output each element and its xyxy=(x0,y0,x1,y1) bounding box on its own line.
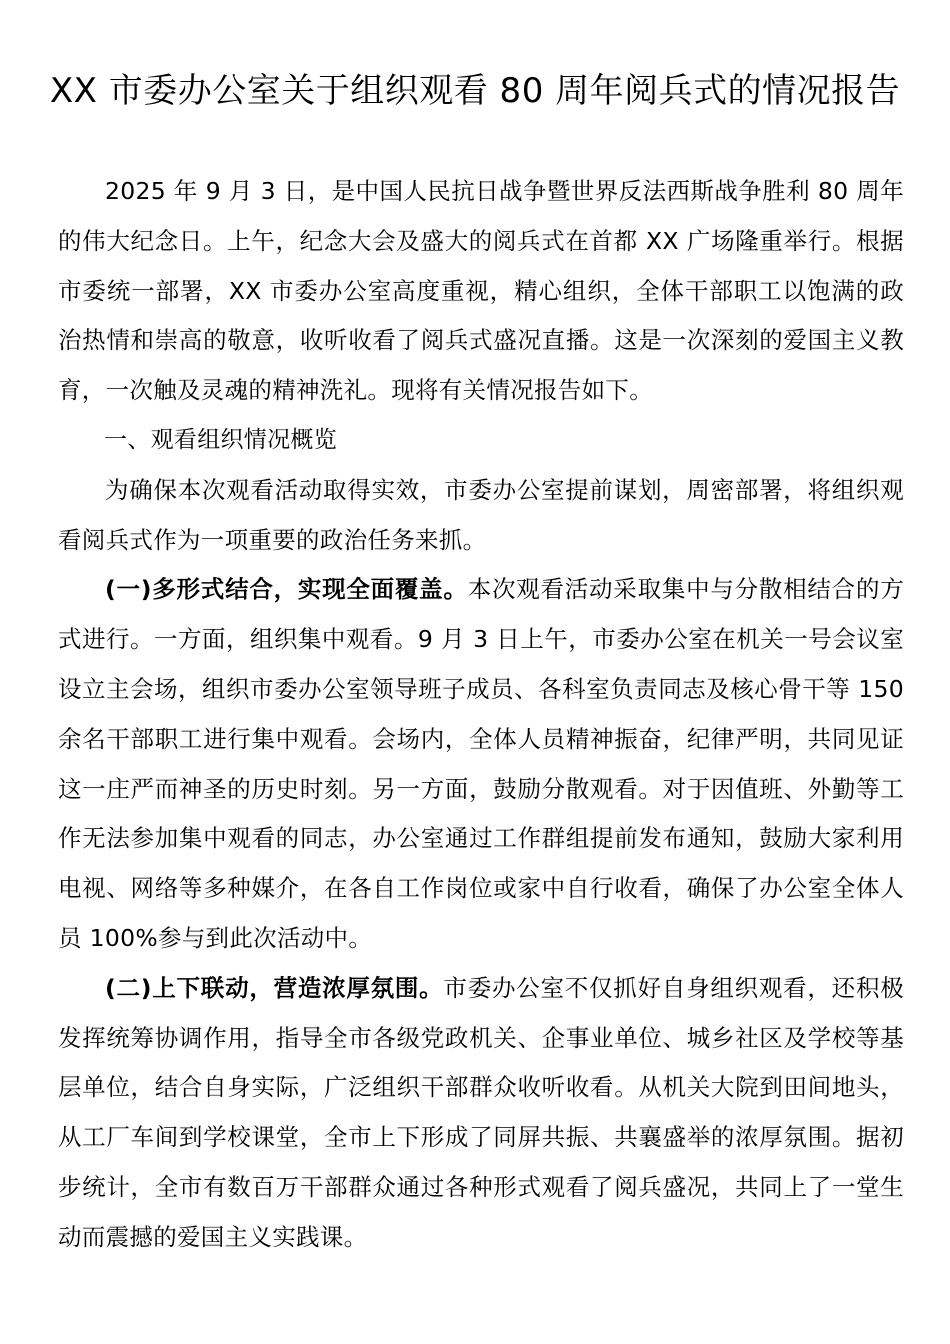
point-one-lead: (一)多形式结合，实现全面覆盖。 xyxy=(105,575,468,604)
intro-paragraph: 2025 年 9 月 3 日，是中国人民抗日战争暨世界反法西斯战争胜利 80 周年的伟大纪念日。上午，纪念大会及盛大的阅兵式在首都 XX 广场隆重举行。根据市委统一部署，XX 市委办公室高度重视，精心组织，全体干部职工以饱满的政治热情和崇高的敬意，收听收看了阅兵式盛况直播。这是一次深刻的爱国主义教育，一次触及灵魂的精神洗礼。现将有关情况报告如下。 xyxy=(58,177,904,405)
document-body xyxy=(58,167,904,1263)
section-heading: 一、观看组织情况概览 xyxy=(104,426,337,453)
document-title: XX 市委办公室关于组织观看 80 周年阅兵式的情况报告 xyxy=(49,71,901,111)
point-two-paragraph xyxy=(58,964,904,1263)
point-two-text: 市委办公室不仅抓好自身组织观看，还积极发挥统筹协调作用，指导全市各级党政机关、企事业单位、城乡社区及学校等基层单位，结合自身实际，广泛组织干部群众收听收看。从机关大院到田间地头，从工厂车间到学校课堂，全市上下形成了同屏共振、共襄盛举的浓厚氛围。据初步统计，全市有数百万干部群众通过各种形式观看了阅兵盛况，共同上了一堂生动而震撼的爱国主义实践课。 xyxy=(58,973,905,1251)
point-one-text: 本次观看活动采取集中与分散相结合的方式进行。一方面，组织集中观看。9 月 3 日上午，市委办公室在机关一号会议室设立主会场，组织市委办公室领导班子成员、各科室负责同志及核心骨干等 150 余名干部职工进行集中观看。会场内，全体人员精神振奋，纪律严明，共同见证这一庄严而神圣的历史时刻。另一方面，鼓励分散观看。对于因值班、外勤等工作无法参加集中观看的同志，办公室通过工作群组提前发布通知，鼓励大家利用电视、网络等多种媒介，在各自工作岗位或家中自行收看，确保了办公室全体人员 100%参与到此次活动中。 xyxy=(58,575,905,952)
point-two-lead: (二)上下联动，营造浓厚氛围。 xyxy=(105,973,444,1002)
point-one-paragraph xyxy=(58,565,904,963)
section-intro-paragraph: 为确保本次观看活动取得实效，市委办公室提前谋划，周密部署，将组织观看阅兵式作为一项重要的政治任务来抓。 xyxy=(58,475,904,554)
